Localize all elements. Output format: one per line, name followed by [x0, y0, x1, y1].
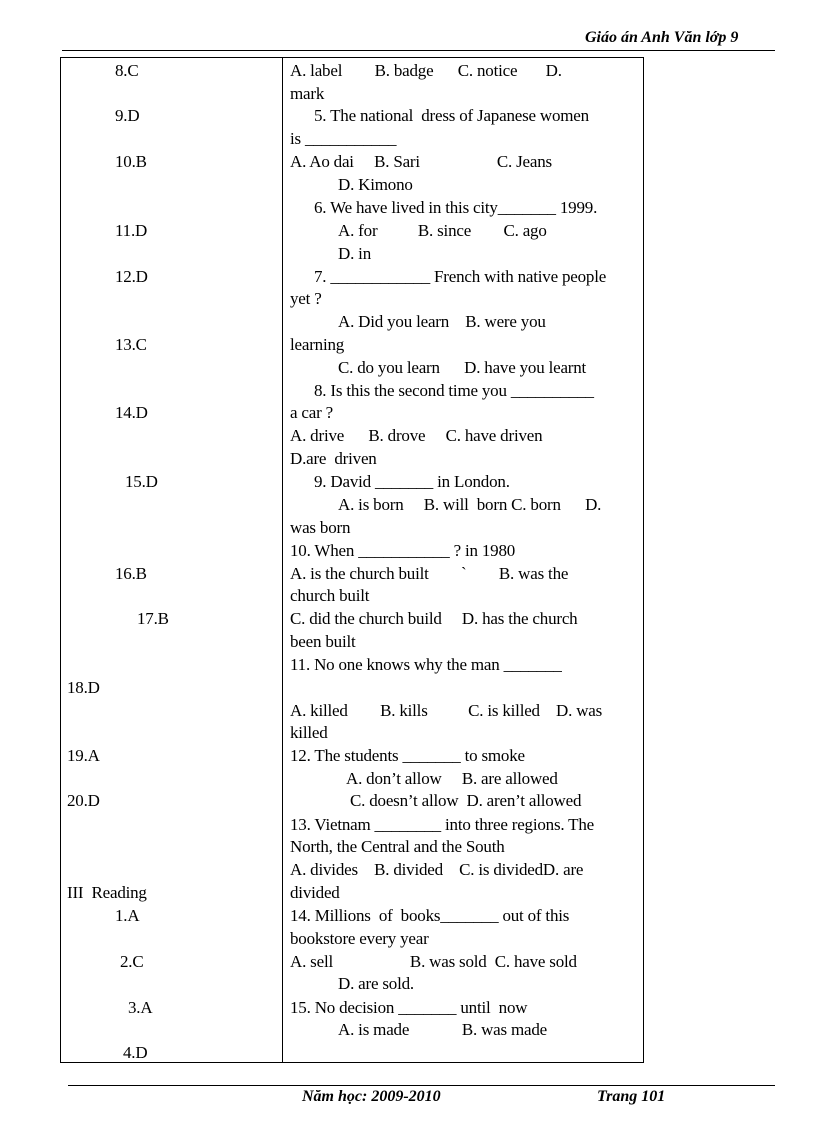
- question-line: A. is made B. was made: [338, 1020, 547, 1039]
- question-line: A. killed B. kills C. is killed D. was: [290, 701, 603, 720]
- question-line: 13. Vietnam ________ into three regions. The: [290, 815, 594, 834]
- answer-key: 16.B: [115, 564, 147, 583]
- answer-key: 1.A: [115, 906, 140, 925]
- question-line: yet ?: [290, 289, 322, 308]
- question-line: a car ?: [290, 403, 333, 422]
- question-line: 5. The national dress of Japanese women: [314, 106, 589, 125]
- question-line: church built: [290, 586, 370, 605]
- answer-key: 4.D: [123, 1043, 148, 1062]
- question-line: been built: [290, 632, 356, 651]
- section-heading-reading: III Reading: [67, 883, 147, 902]
- question-line: C. do you learn D. have you learnt: [338, 358, 587, 377]
- question-line: mark: [290, 84, 325, 103]
- question-line: bookstore every year: [290, 929, 429, 948]
- answer-key: 12.D: [115, 267, 148, 286]
- table-divider: [282, 57, 283, 1062]
- question-line: was born: [290, 518, 351, 537]
- answer-key: 3.A: [128, 998, 153, 1017]
- question-line: 9. David _______ in London.: [314, 472, 510, 491]
- answer-key: 15.D: [125, 472, 158, 491]
- question-line: A. divides B. divided C. is dividedD. are: [290, 860, 584, 879]
- header-rule: [62, 50, 775, 51]
- answer-key: 19.A: [67, 746, 100, 765]
- question-line: is ___________: [290, 129, 397, 148]
- table-top-border: [60, 57, 644, 58]
- answer-key: 20.D: [67, 791, 100, 810]
- question-line: A. Ao dai B. Sari C. Jeans: [290, 152, 552, 171]
- question-line: killed: [290, 723, 328, 742]
- table-right-border: [643, 57, 644, 1062]
- answer-key: 10.B: [115, 152, 147, 171]
- footer-school-year: Năm học: 2009-2010: [302, 1088, 441, 1105]
- answer-key: 2.C: [120, 952, 144, 971]
- question-line: 10. When ___________ ? in 1980: [290, 541, 516, 560]
- question-line: 14. Millions of books_______ out of this: [290, 906, 570, 925]
- question-line: A. is the church built ` B. was the: [290, 564, 569, 583]
- question-line: A. Did you learn B. were you: [338, 312, 546, 331]
- question-line: 12. The students _______ to smoke: [290, 746, 525, 765]
- page-header-title: Giáo án Anh Văn lớp 9: [585, 29, 739, 46]
- footer-page-number: Trang 101: [597, 1088, 666, 1105]
- question-line: A. is born B. will born C. born D.: [338, 495, 602, 514]
- footer-rule: [68, 1085, 775, 1086]
- answer-key: 14.D: [115, 403, 148, 422]
- question-line: divided: [290, 883, 340, 902]
- table-bottom-border: [60, 1062, 644, 1063]
- question-line: A. sell B. was sold C. have sold: [290, 952, 577, 971]
- question-line: learning: [290, 335, 345, 354]
- answer-key: 11.D: [115, 221, 148, 240]
- question-line: 15. No decision _______ until now: [290, 998, 528, 1017]
- question-line: D. are sold.: [338, 974, 414, 993]
- question-line: D.are driven: [290, 449, 377, 468]
- question-line: A. drive B. drove C. have driven: [290, 426, 543, 445]
- answer-key: 9.D: [115, 106, 140, 125]
- question-line: A. don’t allow B. are allowed: [346, 769, 558, 788]
- table-left-border: [60, 57, 61, 1062]
- answer-key: 8.C: [115, 61, 139, 80]
- question-line: A. for B. since C. ago: [338, 221, 547, 240]
- question-line: A. label B. badge C. notice D.: [290, 61, 562, 80]
- question-line: 6. We have lived in this city_______ 1999.: [314, 198, 598, 217]
- question-line: 11. No one knows why the man _______: [290, 655, 562, 674]
- question-line: 8. Is this the second time you __________: [314, 381, 594, 400]
- question-line: C. doesn’t allow D. aren’t allowed: [350, 791, 582, 810]
- question-line: North, the Central and the South: [290, 837, 505, 856]
- question-line: 7. ____________ French with native people: [314, 267, 607, 286]
- answer-key: 13.C: [115, 335, 147, 354]
- answer-key: 18.D: [67, 678, 100, 697]
- answer-key: 17.B: [137, 609, 169, 628]
- question-line: C. did the church build D. has the church: [290, 609, 578, 628]
- question-line: D. Kimono: [338, 175, 413, 194]
- question-line: D. in: [338, 244, 372, 263]
